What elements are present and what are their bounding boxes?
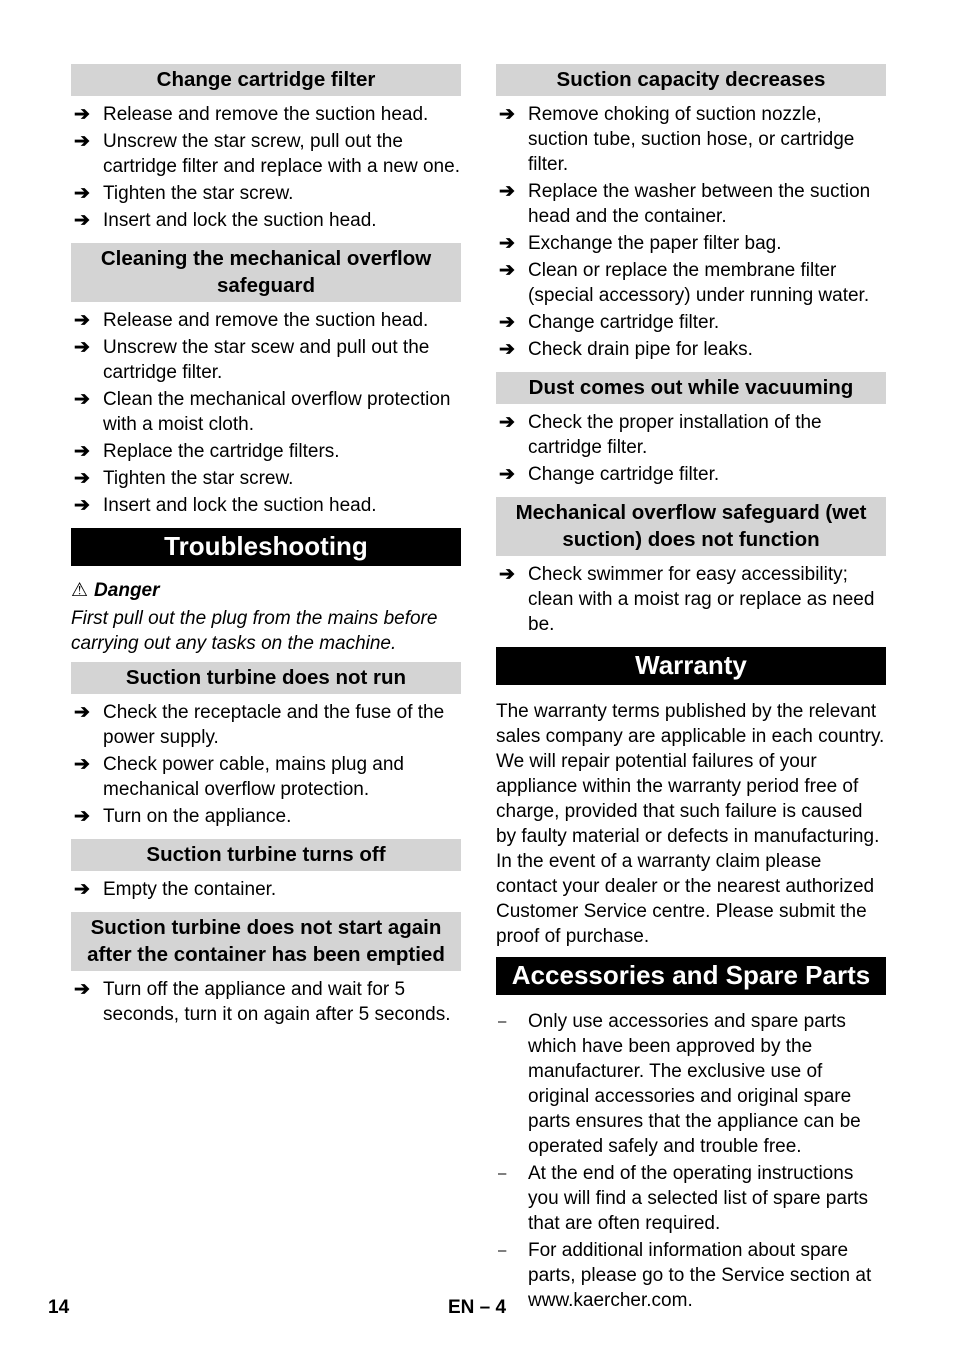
arrow-right-icon: ➔ — [74, 806, 90, 827]
list-item-text: Release and remove the suction head. — [103, 310, 429, 331]
steps-suction-capacity-decreases — [496, 102, 886, 362]
list-item-text: Exchange the paper filter bag. — [528, 233, 782, 254]
list-item-text: Check the proper installation of the cartridge filter. — [528, 412, 822, 458]
list-item-text: Tighten the star screw. — [103, 183, 294, 204]
danger-text: First pull out the plug from the mains before carrying out any tasks on the machine. — [71, 608, 438, 654]
arrow-right-icon: ➔ — [74, 879, 90, 900]
list-item — [496, 337, 886, 362]
heading-turbine-not-run: Suction turbine does not run — [71, 662, 461, 694]
steps-dust-comes-out — [496, 410, 886, 487]
list-item-text: Clean or replace the membrane filter (special accessory) under running water. — [528, 260, 870, 306]
list-item — [71, 387, 461, 437]
arrow-right-icon: ➔ — [74, 468, 90, 489]
heading-turbine-turns-off: Suction turbine turns off — [71, 839, 461, 871]
list-item-text: Only use accessories and spare parts which have been approved by the manufacturer. The exclusive use of original accessories and original spare parts ensures that the appliance can be operated safely and trouble free. — [528, 1011, 861, 1157]
arrow-right-icon: ➔ — [499, 181, 515, 202]
list-item — [71, 335, 461, 385]
list-item — [71, 877, 461, 902]
language-page-label: EN – 4 — [448, 1297, 507, 1318]
list-item — [496, 179, 886, 229]
list-item-text: Check swimmer for easy accessibility; clean with a moist rag or replace as need be. — [528, 564, 875, 635]
list-item — [71, 208, 461, 233]
list-item — [71, 804, 461, 829]
list-item-text: Remove choking of suction nozzle, suction tube, suction hose, or cartridge filter. — [528, 104, 855, 175]
list-item — [71, 700, 461, 750]
heading-turbine-not-start-again: Suction turbine does not start again after the container has been emptied — [71, 912, 461, 971]
right-column — [496, 64, 886, 1315]
list-item-text: Insert and lock the suction head. — [103, 495, 377, 516]
list-item — [496, 231, 886, 256]
list-item — [71, 977, 461, 1027]
arrow-right-icon: ➔ — [499, 260, 515, 281]
heading-troubleshooting: Troubleshooting — [71, 528, 461, 566]
list-item-text: Unscrew the star screw, pull out the cartridge filter and replace with a new one. — [103, 131, 460, 177]
list-item — [71, 466, 461, 491]
list-item-text: Check drain pipe for leaks. — [528, 339, 753, 360]
list-item — [71, 181, 461, 206]
arrow-right-icon: ➔ — [74, 495, 90, 516]
list-item — [496, 410, 886, 460]
left-column — [71, 64, 461, 1029]
list-item — [496, 462, 886, 487]
arrow-right-icon: ➔ — [499, 312, 515, 333]
list-item-text: Release and remove the suction head. — [103, 104, 429, 125]
arrow-right-icon: ➔ — [74, 754, 90, 775]
arrow-right-icon: ➔ — [74, 310, 90, 331]
arrow-right-icon: ➔ — [499, 412, 515, 433]
list-item-text: Tighten the star screw. — [103, 468, 294, 489]
steps-change-cartridge-filter — [71, 102, 461, 233]
list-item-text: Change cartridge filter. — [528, 312, 720, 333]
steps-turbine-not-start-again — [71, 977, 461, 1027]
list-item-text: Replace the cartridge filters. — [103, 441, 340, 462]
list-item — [71, 102, 461, 127]
list-item — [496, 1238, 886, 1313]
heading-cleaning-overflow-safeguard: Cleaning the mechanical overflow safeguard — [71, 243, 461, 302]
list-item — [71, 439, 461, 464]
list-item-text: Turn off the appliance and wait for 5 seconds, turn it on again after 5 seconds. — [103, 979, 451, 1025]
list-item — [496, 258, 886, 308]
list-item — [71, 308, 461, 333]
list-item — [496, 562, 886, 637]
arrow-right-icon: ➔ — [74, 979, 90, 1000]
list-item-text: Turn on the appliance. — [103, 806, 292, 827]
steps-cleaning-overflow-safeguard — [71, 308, 461, 518]
list-item-text: Clean the mechanical overflow protection with a moist cloth. — [103, 389, 451, 435]
list-item-text: Check the receptacle and the fuse of the power supply. — [103, 702, 445, 748]
heading-accessories-spare-parts: Accessories and Spare Parts — [496, 957, 886, 995]
arrow-right-icon: ➔ — [74, 337, 90, 358]
arrow-right-icon: ➔ — [74, 210, 90, 231]
heading-dust-comes-out: Dust comes out while vacuuming — [496, 372, 886, 404]
list-item-text: Replace the washer between the suction head and the container. — [528, 181, 871, 227]
list-item — [496, 1161, 886, 1236]
arrow-right-icon: ➔ — [74, 389, 90, 410]
list-item-text: Insert and lock the suction head. — [103, 210, 377, 231]
arrow-right-icon: ➔ — [499, 339, 515, 360]
warranty-text: The warranty terms published by the relevant sales company are applicable in each country. We will repair potential failures of your appliance within the warranty period free of charge, provided that such failure is caused by faulty material or defects in manufacturing. In the event of a warranty claim please contact your dealer or the nearest authorized Customer Service centre. Please submit the proof of purchase. — [496, 701, 885, 947]
danger-label: Danger — [94, 580, 160, 601]
steps-turbine-turns-off — [71, 877, 461, 902]
arrow-right-icon: ➔ — [74, 702, 90, 723]
dash-bullet-icon: – — [498, 1013, 507, 1030]
list-item — [71, 493, 461, 518]
list-item-text: Change cartridge filter. — [528, 464, 720, 485]
steps-overflow-safeguard-not-function — [496, 562, 886, 637]
list-item-text: Check power cable, mains plug and mechanical overflow protection. — [103, 754, 405, 800]
arrow-right-icon: ➔ — [74, 183, 90, 204]
arrow-right-icon: ➔ — [499, 233, 515, 254]
heading-suction-capacity-decreases: Suction capacity decreases — [496, 64, 886, 96]
list-item-text: At the end of the operating instructions you will find a selected list of spare parts that are often required. — [528, 1163, 869, 1234]
arrow-right-icon: ➔ — [499, 464, 515, 485]
list-item — [71, 129, 461, 179]
steps-turbine-not-run — [71, 700, 461, 829]
dash-bullet-icon: – — [498, 1242, 507, 1259]
heading-warranty: Warranty — [496, 647, 886, 685]
list-accessories — [496, 1009, 886, 1313]
arrow-right-icon: ➔ — [74, 131, 90, 152]
list-item-text: Unscrew the star scew and pull out the cartridge filter. — [103, 337, 430, 383]
list-item — [496, 310, 886, 335]
list-item — [496, 1009, 886, 1159]
danger-notice — [71, 578, 461, 604]
arrow-right-icon: ➔ — [74, 104, 90, 125]
list-item-text: For additional information about spare parts, please go to the Service section at www.kaercher.com. — [528, 1240, 872, 1311]
arrow-right-icon: ➔ — [499, 564, 515, 585]
heading-change-cartridge-filter: Change cartridge filter — [71, 64, 461, 96]
heading-overflow-safeguard-not-function: Mechanical overflow safeguard (wet suction) does not function — [496, 497, 886, 556]
warning-triangle-icon: ⚠ — [71, 580, 89, 601]
page-number: 14 — [48, 1297, 70, 1318]
list-item — [71, 752, 461, 802]
dash-bullet-icon: – — [498, 1165, 507, 1182]
arrow-right-icon: ➔ — [499, 104, 515, 125]
arrow-right-icon: ➔ — [74, 441, 90, 462]
list-item — [496, 102, 886, 177]
list-item-text: Empty the container. — [103, 879, 277, 900]
